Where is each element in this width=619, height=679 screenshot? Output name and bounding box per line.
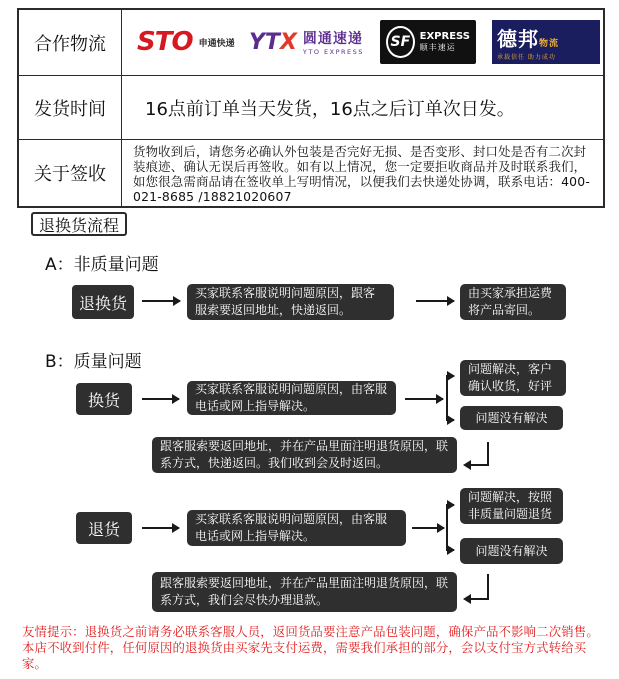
ship-time-value: 16点前订单当天发货，16点之后订单次日发。	[145, 98, 515, 120]
flow-title: 退换货流程	[31, 212, 127, 236]
yto-logo: YT X 圆通速递 YTO EXPRESS	[249, 29, 364, 56]
a-step-shipping: 由买家承担运费将产品寄回。	[460, 284, 566, 320]
exchange-return-line-h	[471, 464, 489, 466]
section-b-title: B：质量问题	[45, 352, 142, 372]
arrow-exchange-unresolved	[446, 419, 454, 421]
a-return-exchange-tag: 退换货	[72, 285, 134, 319]
shipping-info-table	[17, 8, 605, 208]
a-step-contact: 买家联系客服说明问题原因，跟客服索要返回地址，快递返回。	[187, 284, 394, 320]
debang-logo: 德邦物流 承载信任 助力成功	[492, 20, 600, 64]
ship-time-label: 发货时间	[19, 76, 122, 139]
sf-express-logo: SF EXPRESS 顺丰速运	[380, 20, 476, 64]
refund-unresolved: 问题没有解决	[460, 538, 563, 564]
exchange-tag: 换货	[76, 383, 132, 415]
arrow-b2	[405, 398, 443, 400]
arrow-refund-resolved	[446, 504, 454, 506]
arrow-a1	[142, 300, 180, 302]
arrow-b3	[142, 527, 179, 529]
logo-strip	[123, 10, 603, 75]
exchange-unresolved: 问题没有解决	[460, 406, 563, 430]
ship-time-row	[19, 76, 603, 140]
arrow-exchange-resolved	[446, 375, 454, 377]
exchange-return-line-v	[487, 442, 489, 466]
sign-value: 货物收到后，请您务必确认外包装是否完好无损、是否变形、封口处是否有二次封装痕迹、确认无误后再签收。如有以上情况，您一定要拒收商品并及时联系我们，如您很急需商品请在签收单上写明情况，以便我们去快递处协调，联系电话：400-021-8685 /18821020607	[133, 144, 591, 204]
partner-label: 合作物流	[19, 10, 122, 75]
sign-label: 关于签收	[19, 140, 122, 206]
arrow-refund-unresolved	[446, 549, 454, 551]
friendly-notice: 友情提示：退换货之前请务必联系客服人员，返回货品要注意产品包装问题，确保产品不影响二次销售。本店不收到付件，任何原因的退换货由买家先支付运费，需要我们承担的部分，会以支付宝方式转给买家。	[22, 624, 599, 671]
refund-return-line-h	[471, 598, 489, 600]
refund-step-contact: 买家联系客服说明问题原因，由客服电话或网上指导解决。	[187, 510, 406, 546]
refund-return-line-v	[487, 574, 489, 600]
exchange-resolved: 问题解决，客户确认收货，好评	[460, 360, 566, 396]
refund-return-step: 跟客服索要返回地址，并在产品里面注明退货原因，联系方式，我们会尽快办理退款。	[152, 572, 457, 612]
arrow-b1	[142, 398, 179, 400]
sto-logo: STO 申通快递	[137, 27, 235, 57]
section-a-title: A：非质量问题	[45, 255, 159, 275]
exchange-return-arrowhead	[463, 460, 471, 470]
partner-row	[19, 10, 603, 76]
sign-row	[19, 140, 603, 206]
arrow-b4	[412, 527, 444, 529]
exchange-step-contact: 买家联系客服说明问题原因，由客服电话或网上指导解决。	[187, 381, 396, 415]
arrow-a2	[416, 300, 454, 302]
refund-branch-line	[446, 504, 448, 550]
refund-resolved: 问题解决，按照非质量问题退货	[460, 488, 563, 524]
refund-return-arrowhead	[463, 594, 471, 604]
refund-tag: 退货	[76, 512, 132, 544]
exchange-return-step: 跟客服索要返回地址，并在产品里面注明退货原因，联系方式，快递返回。我们收到会及时返回。	[152, 437, 457, 473]
